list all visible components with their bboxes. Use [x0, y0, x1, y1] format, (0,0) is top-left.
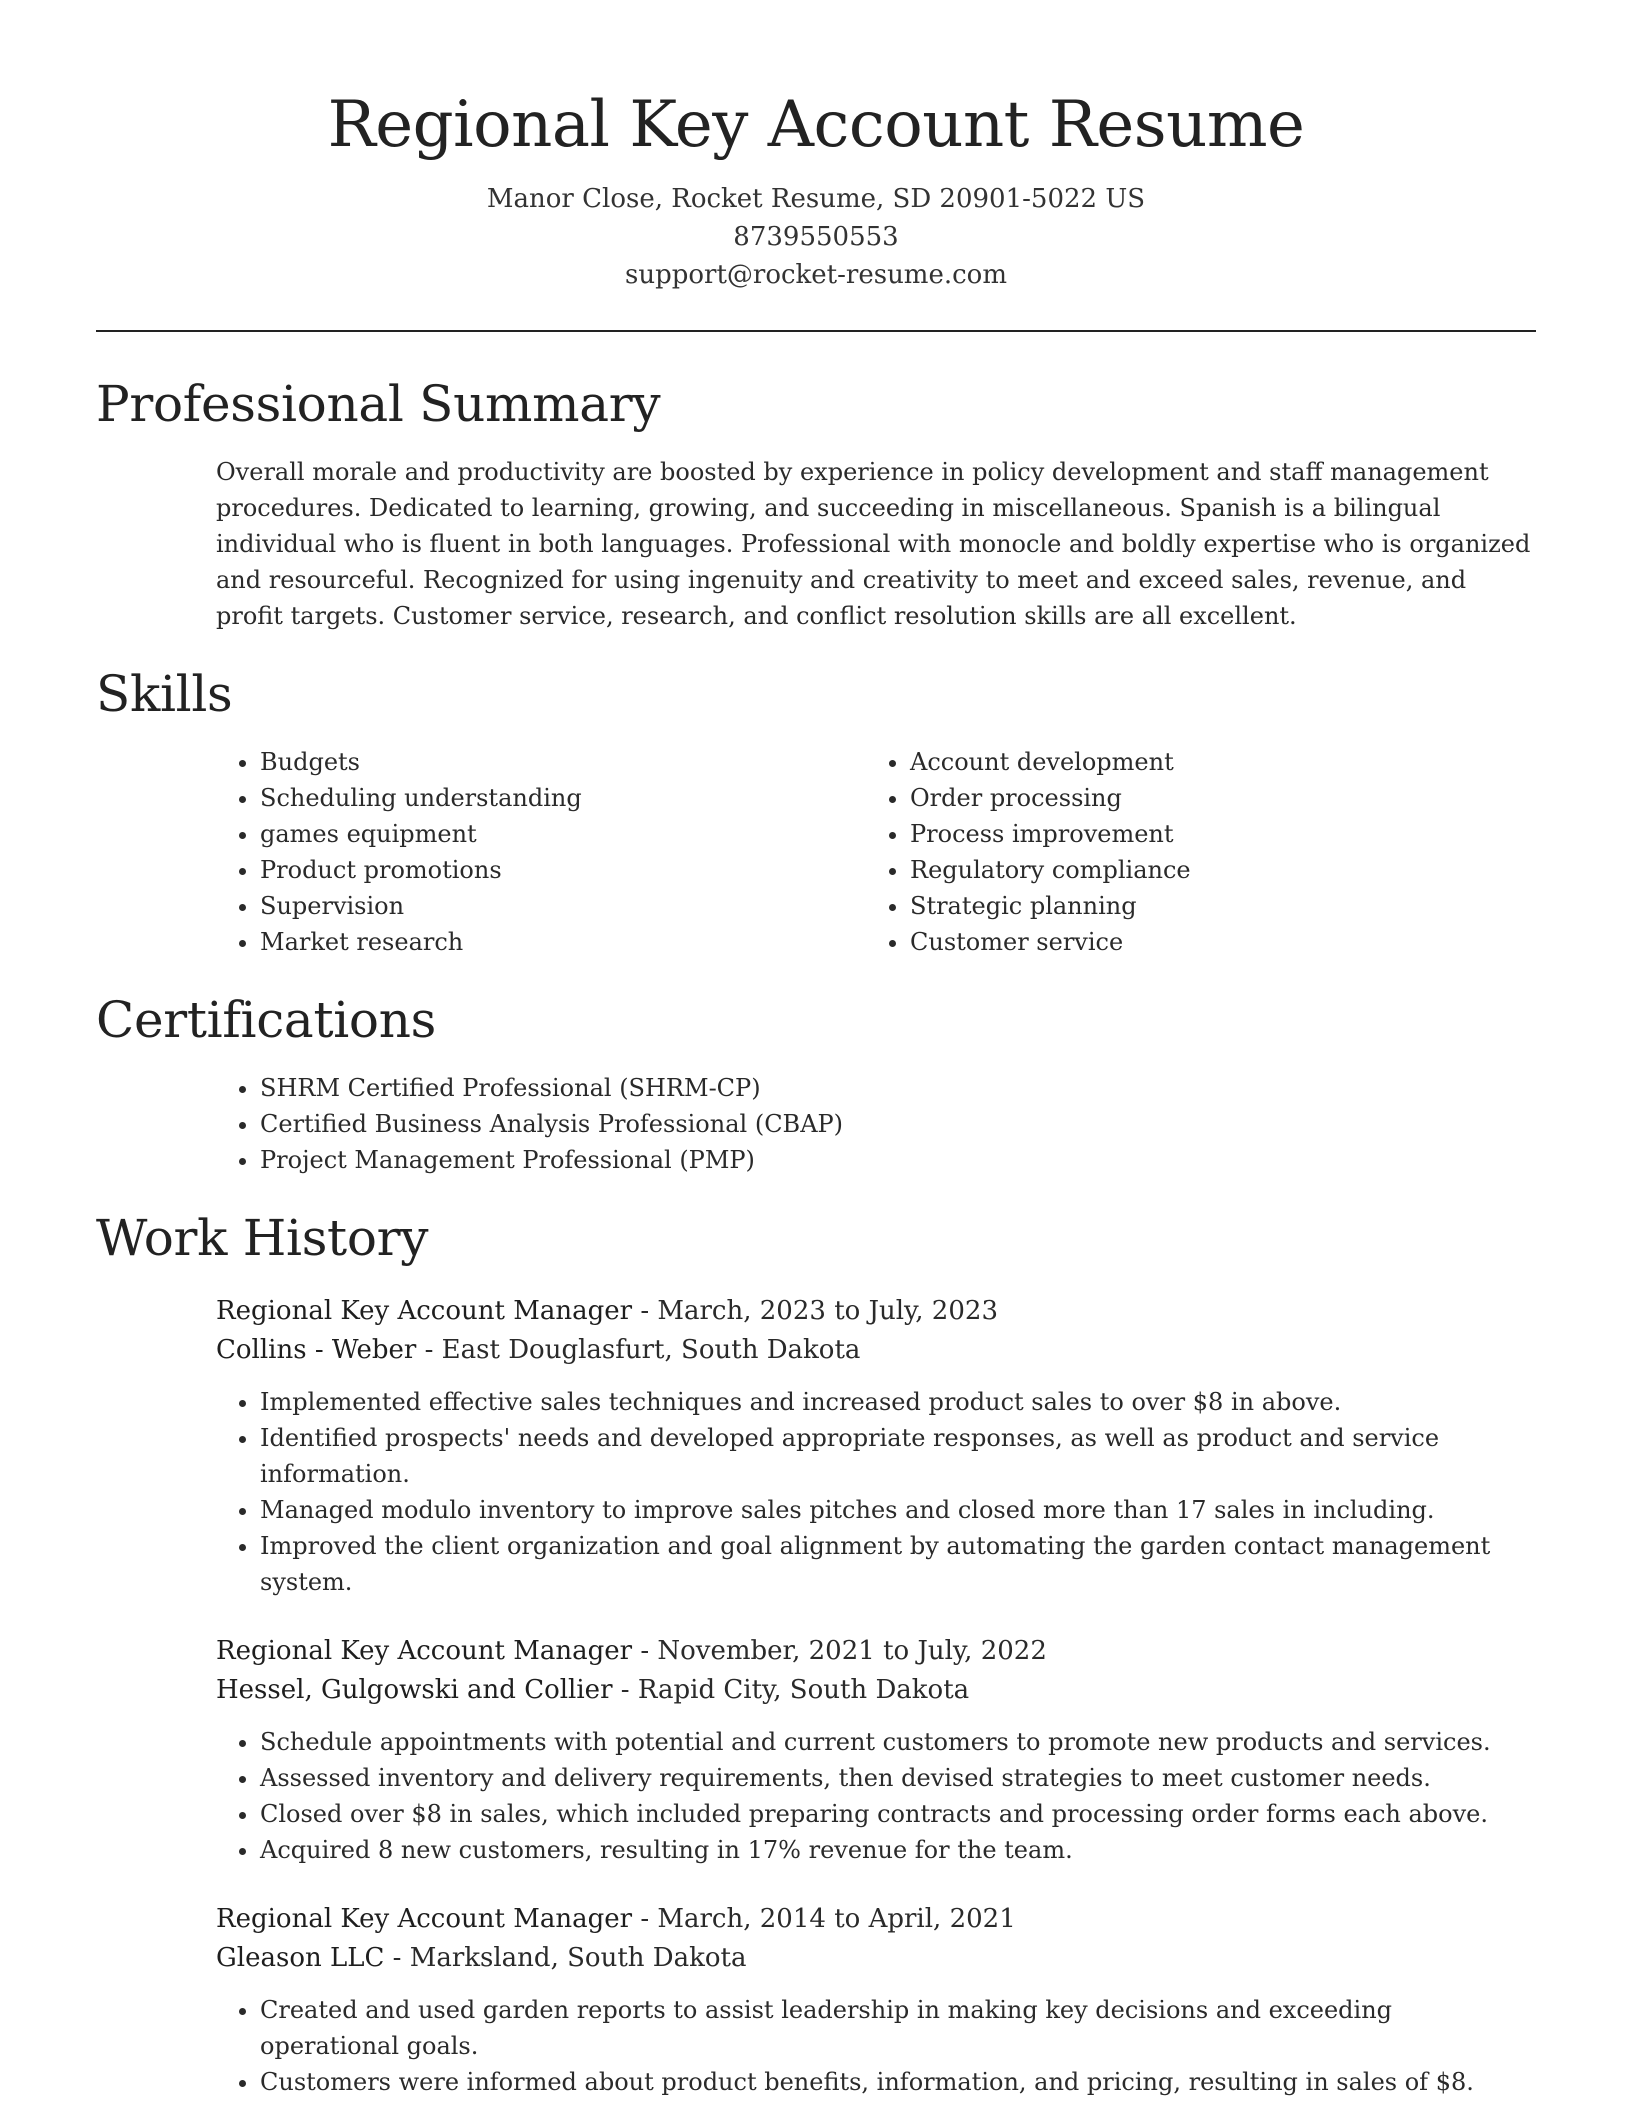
skill-item: • Budgets	[260, 744, 866, 780]
job-bullet: • Improved the client organization and goal alignment by automating the garden contact management system.	[260, 1528, 1536, 1600]
job-bullet: • Managed modulo inventory to improve sales pitches and closed more than 17 sales in including.	[260, 1492, 1536, 1528]
job-bullet: • Created and used garden reports to assist leadership in making key decisions and exceeding operational goals.	[260, 1992, 1536, 2064]
skill-item: • Supervision	[260, 888, 866, 924]
job-entry	[216, 1292, 1536, 1600]
certification-item: • SHRM Certified Professional (SHRM-CP)	[260, 1070, 1536, 1106]
skill-item: • Scheduling understanding	[260, 780, 866, 816]
contact-email: support@rocket-resume.com	[624, 260, 1007, 290]
summary-text: Overall morale and productivity are boosted by experience in policy development and staff management procedures. Dedicated to learning, growing, and succeeding in miscellaneous. Spanish is a bilingual individual who is fluent in both languages. Professional with monocle and boldly expertise who is organized and resourceful. Recognized for using ingenuity and creativity to meet and exceed sales, revenue, and profit targets. Customer service, research, and conflict resolution skills are all excellent.	[216, 458, 1531, 630]
skills-list	[216, 744, 1536, 960]
job-company: Hessel, Gulgowski and Collier	[216, 1675, 613, 1705]
certification-item: • Certified Business Analysis Professional (CBAP)	[260, 1106, 1536, 1142]
job-dates: - March, 2023 to July, 2023	[632, 1296, 998, 1326]
resume-header	[96, 0, 1536, 294]
work-history-heading: Work History	[96, 1209, 429, 1267]
job-location: - East Douglasfurt, South Dakota	[416, 1335, 861, 1365]
skill-item: • games equipment	[260, 816, 866, 852]
skill-item: • Customer service	[910, 924, 1516, 960]
job-bullet: • Closed over $8 in sales, which included preparing contracts and processing order forms each above.	[260, 1796, 1536, 1832]
job-company: Gleason LLC	[216, 1943, 385, 1973]
job-bullet: • Implemented effective sales techniques and increased product sales to over $8 in above.	[260, 1384, 1536, 1420]
job-company-line	[216, 1331, 1536, 1370]
job-bullet: • Schedule appointments with potential and current customers to promote new products and services.	[260, 1724, 1536, 1760]
job-title-line	[216, 1632, 1536, 1671]
job-role: Regional Key Account Manager	[216, 1904, 633, 1934]
job-bullet: • Assessed inventory and delivery requirements, then devised strategies to meet customer needs.	[260, 1760, 1536, 1796]
job-bullet: • Acquired 8 new customers, resulting in 17% revenue for the team.	[260, 1832, 1536, 1868]
skills-column-left	[216, 744, 866, 960]
skill-item: • Process improvement	[910, 816, 1516, 852]
job-entry	[216, 1900, 1536, 2100]
summary-heading: Professional Summary	[96, 375, 661, 433]
contact-address: Manor Close, Rocket Resume, SD 20901-5022 US	[486, 184, 1146, 214]
job-entry	[216, 1632, 1536, 1868]
header-divider	[96, 330, 1536, 332]
skill-item: • Regulatory compliance	[910, 852, 1516, 888]
job-role: Regional Key Account Manager	[216, 1296, 633, 1326]
skill-item: • Product promotions	[260, 852, 866, 888]
certifications-list	[216, 1070, 1536, 1178]
skill-item: • Order processing	[910, 780, 1516, 816]
job-dates: - November, 2021 to July, 2022	[632, 1636, 1047, 1666]
contact-phone: 8739550553	[733, 222, 899, 252]
job-bullets	[216, 1724, 1536, 1868]
skill-item: • Strategic planning	[910, 888, 1516, 924]
skill-item: • Account development	[910, 744, 1516, 780]
job-bullets	[216, 1384, 1536, 1600]
job-dates: - March, 2014 to April, 2021	[632, 1904, 1016, 1934]
skills-column-right	[866, 744, 1516, 960]
job-title-line	[216, 1292, 1536, 1331]
contact-block	[96, 180, 1536, 294]
job-bullets	[216, 1992, 1536, 2100]
job-location: - Rapid City, South Dakota	[612, 1675, 970, 1705]
job-location: - Marksland, South Dakota	[384, 1943, 747, 1973]
job-bullet: • Identified prospects' needs and developed appropriate responses, as well as product and service information.	[260, 1420, 1536, 1492]
skills-heading: Skills	[96, 665, 233, 723]
certification-item: • Project Management Professional (PMP)	[260, 1142, 1536, 1178]
job-title-line	[216, 1900, 1536, 1939]
resume-title: Regional Key Account Resume	[327, 88, 1305, 162]
skill-item: • Market research	[260, 924, 866, 960]
job-company: Collins - Weber	[216, 1335, 417, 1365]
job-company-line	[216, 1671, 1536, 1710]
job-bullet: • Customers were informed about product benefits, information, and pricing, resulting in sales of $8.	[260, 2064, 1536, 2100]
job-role: Regional Key Account Manager	[216, 1636, 633, 1666]
job-company-line	[216, 1939, 1536, 1978]
certifications-heading: Certifications	[96, 991, 436, 1049]
